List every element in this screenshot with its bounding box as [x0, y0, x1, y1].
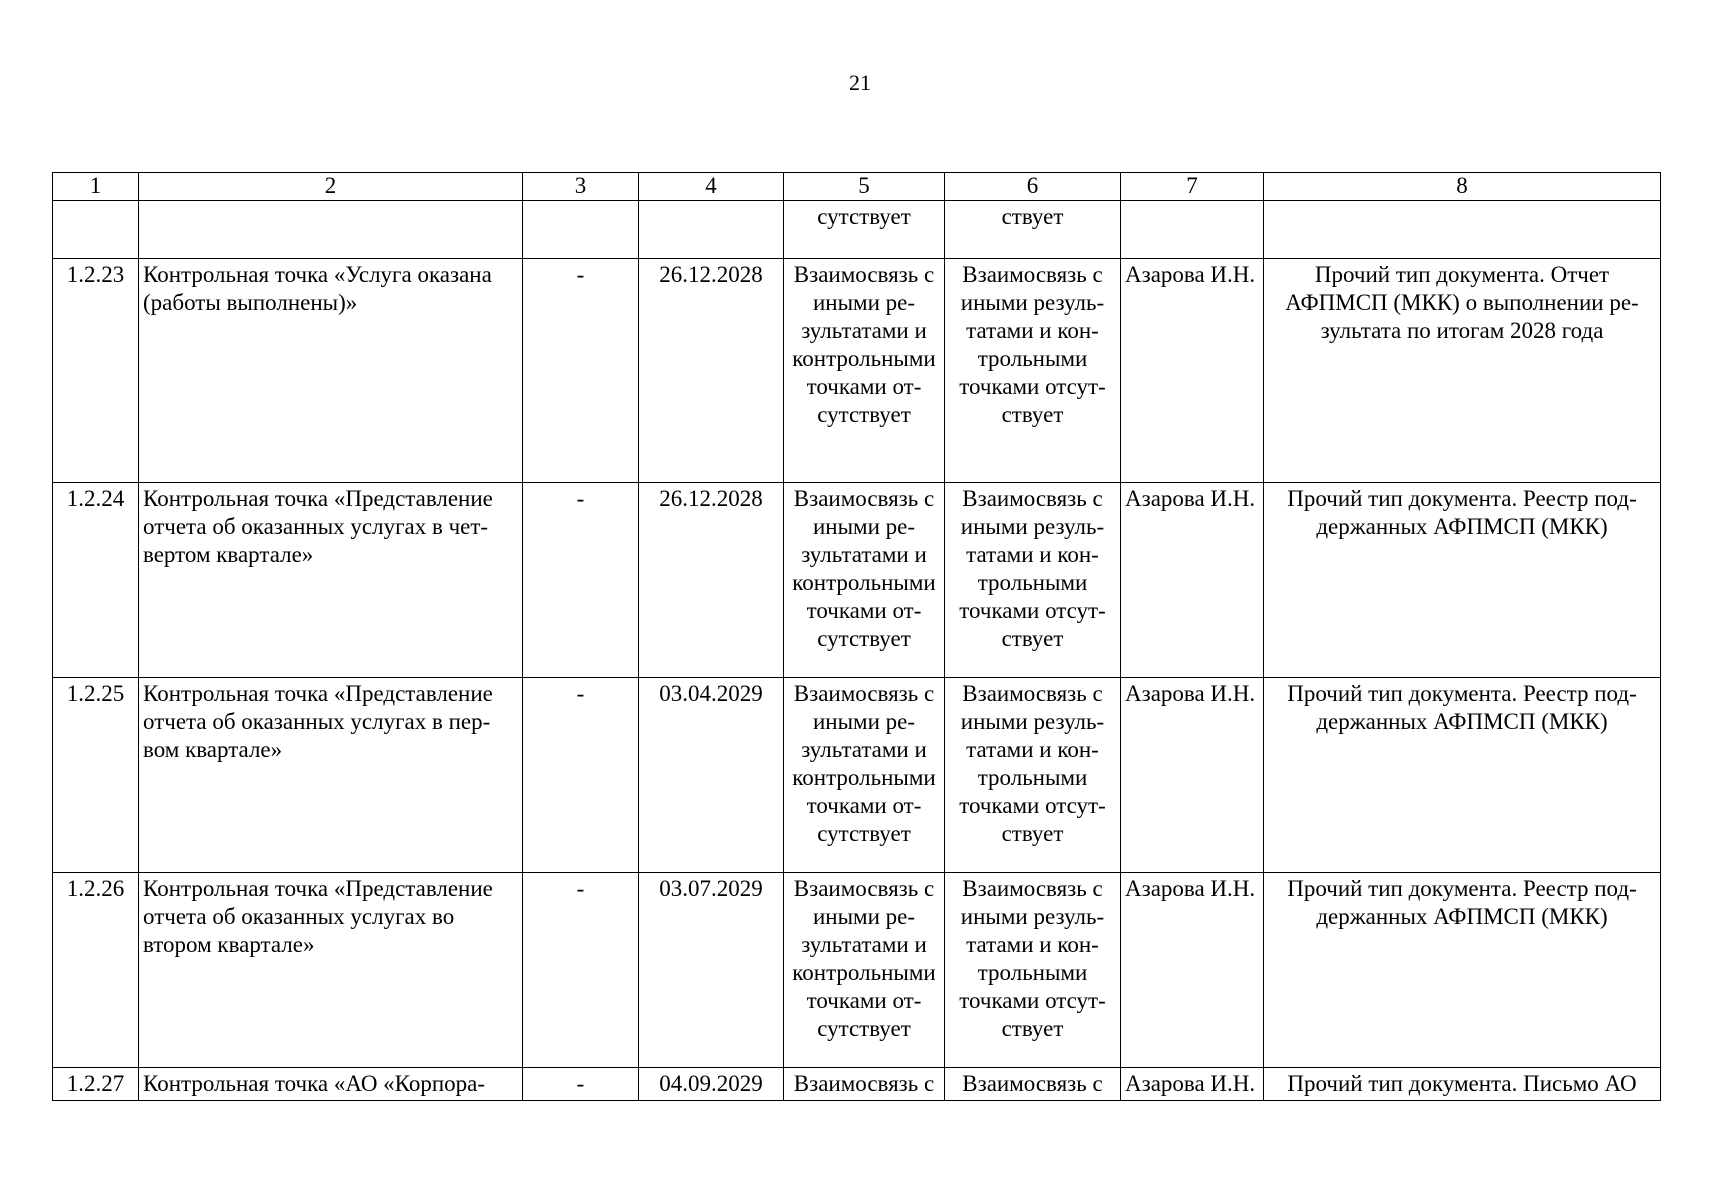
row-name [139, 201, 523, 259]
row-document: Прочий тип документа. Реестр под- держанных АФПМСП (МКК) [1264, 873, 1661, 1068]
row-col3: - [523, 678, 639, 873]
row-document: Прочий тип документа. Отчет АФПМСП (МКК) о выполнении ре- зультата по итогам 2028 года [1264, 259, 1661, 483]
row-name: Контрольная точка «Услуга оказана (работы выполнены)» [139, 259, 523, 483]
row-relation-results: Взаимосвязь с [784, 1068, 945, 1101]
row-col3: - [523, 259, 639, 483]
column-header: 4 [639, 173, 784, 201]
row-relation-results: сутствует [784, 201, 945, 259]
row-number: 1.2.25 [53, 678, 139, 873]
row-col3: - [523, 873, 639, 1068]
header-row [53, 173, 1661, 201]
row-relation-points: Взаимосвязь с иными резуль- татами и кон- трольными точками отсут- ствует [945, 873, 1121, 1068]
row-relation-points: Взаимосвязь с иными резуль- татами и кон- трольными точками отсут- ствует [945, 259, 1121, 483]
table-row [53, 483, 1661, 678]
control-points-table [52, 172, 1661, 1101]
row-number [53, 201, 139, 259]
row-responsible: Азарова И.Н. [1121, 678, 1264, 873]
row-name: Контрольная точка «Представление отчета об оказанных услугах в чет- вертом квартале» [139, 483, 523, 678]
row-relation-results: Взаимосвязь с иными ре- зультатами и контрольными точками от- сутствует [784, 259, 945, 483]
column-header: 8 [1264, 173, 1661, 201]
row-responsible: Азарова И.Н. [1121, 873, 1264, 1068]
row-date: 03.07.2029 [639, 873, 784, 1068]
row-name: Контрольная точка «АО «Корпора- [139, 1068, 523, 1101]
row-number: 1.2.23 [53, 259, 139, 483]
row-col3: - [523, 1068, 639, 1101]
table-row [53, 873, 1661, 1068]
column-header: 3 [523, 173, 639, 201]
column-header: 7 [1121, 173, 1264, 201]
row-col3: - [523, 483, 639, 678]
column-header: 1 [53, 173, 139, 201]
row-responsible: Азарова И.Н. [1121, 483, 1264, 678]
column-header: 5 [784, 173, 945, 201]
row-document: Прочий тип документа. Реестр под- держанных АФПМСП (МКК) [1264, 483, 1661, 678]
row-document: Прочий тип документа. Реестр под- держанных АФПМСП (МКК) [1264, 678, 1661, 873]
row-date: 26.12.2028 [639, 259, 784, 483]
row-date: 03.04.2029 [639, 678, 784, 873]
table-row [53, 1068, 1661, 1101]
table-row [53, 259, 1661, 483]
row-relation-results: Взаимосвязь с иными ре- зультатами и контрольными точками от- сутствует [784, 678, 945, 873]
row-date: 26.12.2028 [639, 483, 784, 678]
row-relation-points: Взаимосвязь с иными резуль- татами и кон- трольными точками отсут- ствует [945, 483, 1121, 678]
row-name: Контрольная точка «Представление отчета об оказанных услугах в пер- вом квартале» [139, 678, 523, 873]
row-number: 1.2.24 [53, 483, 139, 678]
row-document: Прочий тип документа. Письмо АО [1264, 1068, 1661, 1101]
row-relation-points: ствует [945, 201, 1121, 259]
row-relation-results: Взаимосвязь с иными ре- зультатами и контрольными точками от- сутствует [784, 873, 945, 1068]
row-document [1264, 201, 1661, 259]
page-number: 21 [849, 70, 871, 95]
column-header: 6 [945, 173, 1121, 201]
row-date [639, 201, 784, 259]
table-row [53, 678, 1661, 873]
row-col3 [523, 201, 639, 259]
row-date: 04.09.2029 [639, 1068, 784, 1101]
row-relation-points: Взаимосвязь с иными резуль- татами и кон- трольными точками отсут- ствует [945, 678, 1121, 873]
row-responsible: Азарова И.Н. [1121, 259, 1264, 483]
row-number: 1.2.27 [53, 1068, 139, 1101]
column-header: 2 [139, 173, 523, 201]
table-row [53, 201, 1661, 259]
row-responsible [1121, 201, 1264, 259]
row-responsible: Азарова И.Н. [1121, 1068, 1264, 1101]
row-relation-results: Взаимосвязь с иными ре- зультатами и контрольными точками от- сутствует [784, 483, 945, 678]
row-relation-points: Взаимосвязь с [945, 1068, 1121, 1101]
row-name: Контрольная точка «Представление отчета об оказанных услугах во втором квартале» [139, 873, 523, 1068]
row-number: 1.2.26 [53, 873, 139, 1068]
